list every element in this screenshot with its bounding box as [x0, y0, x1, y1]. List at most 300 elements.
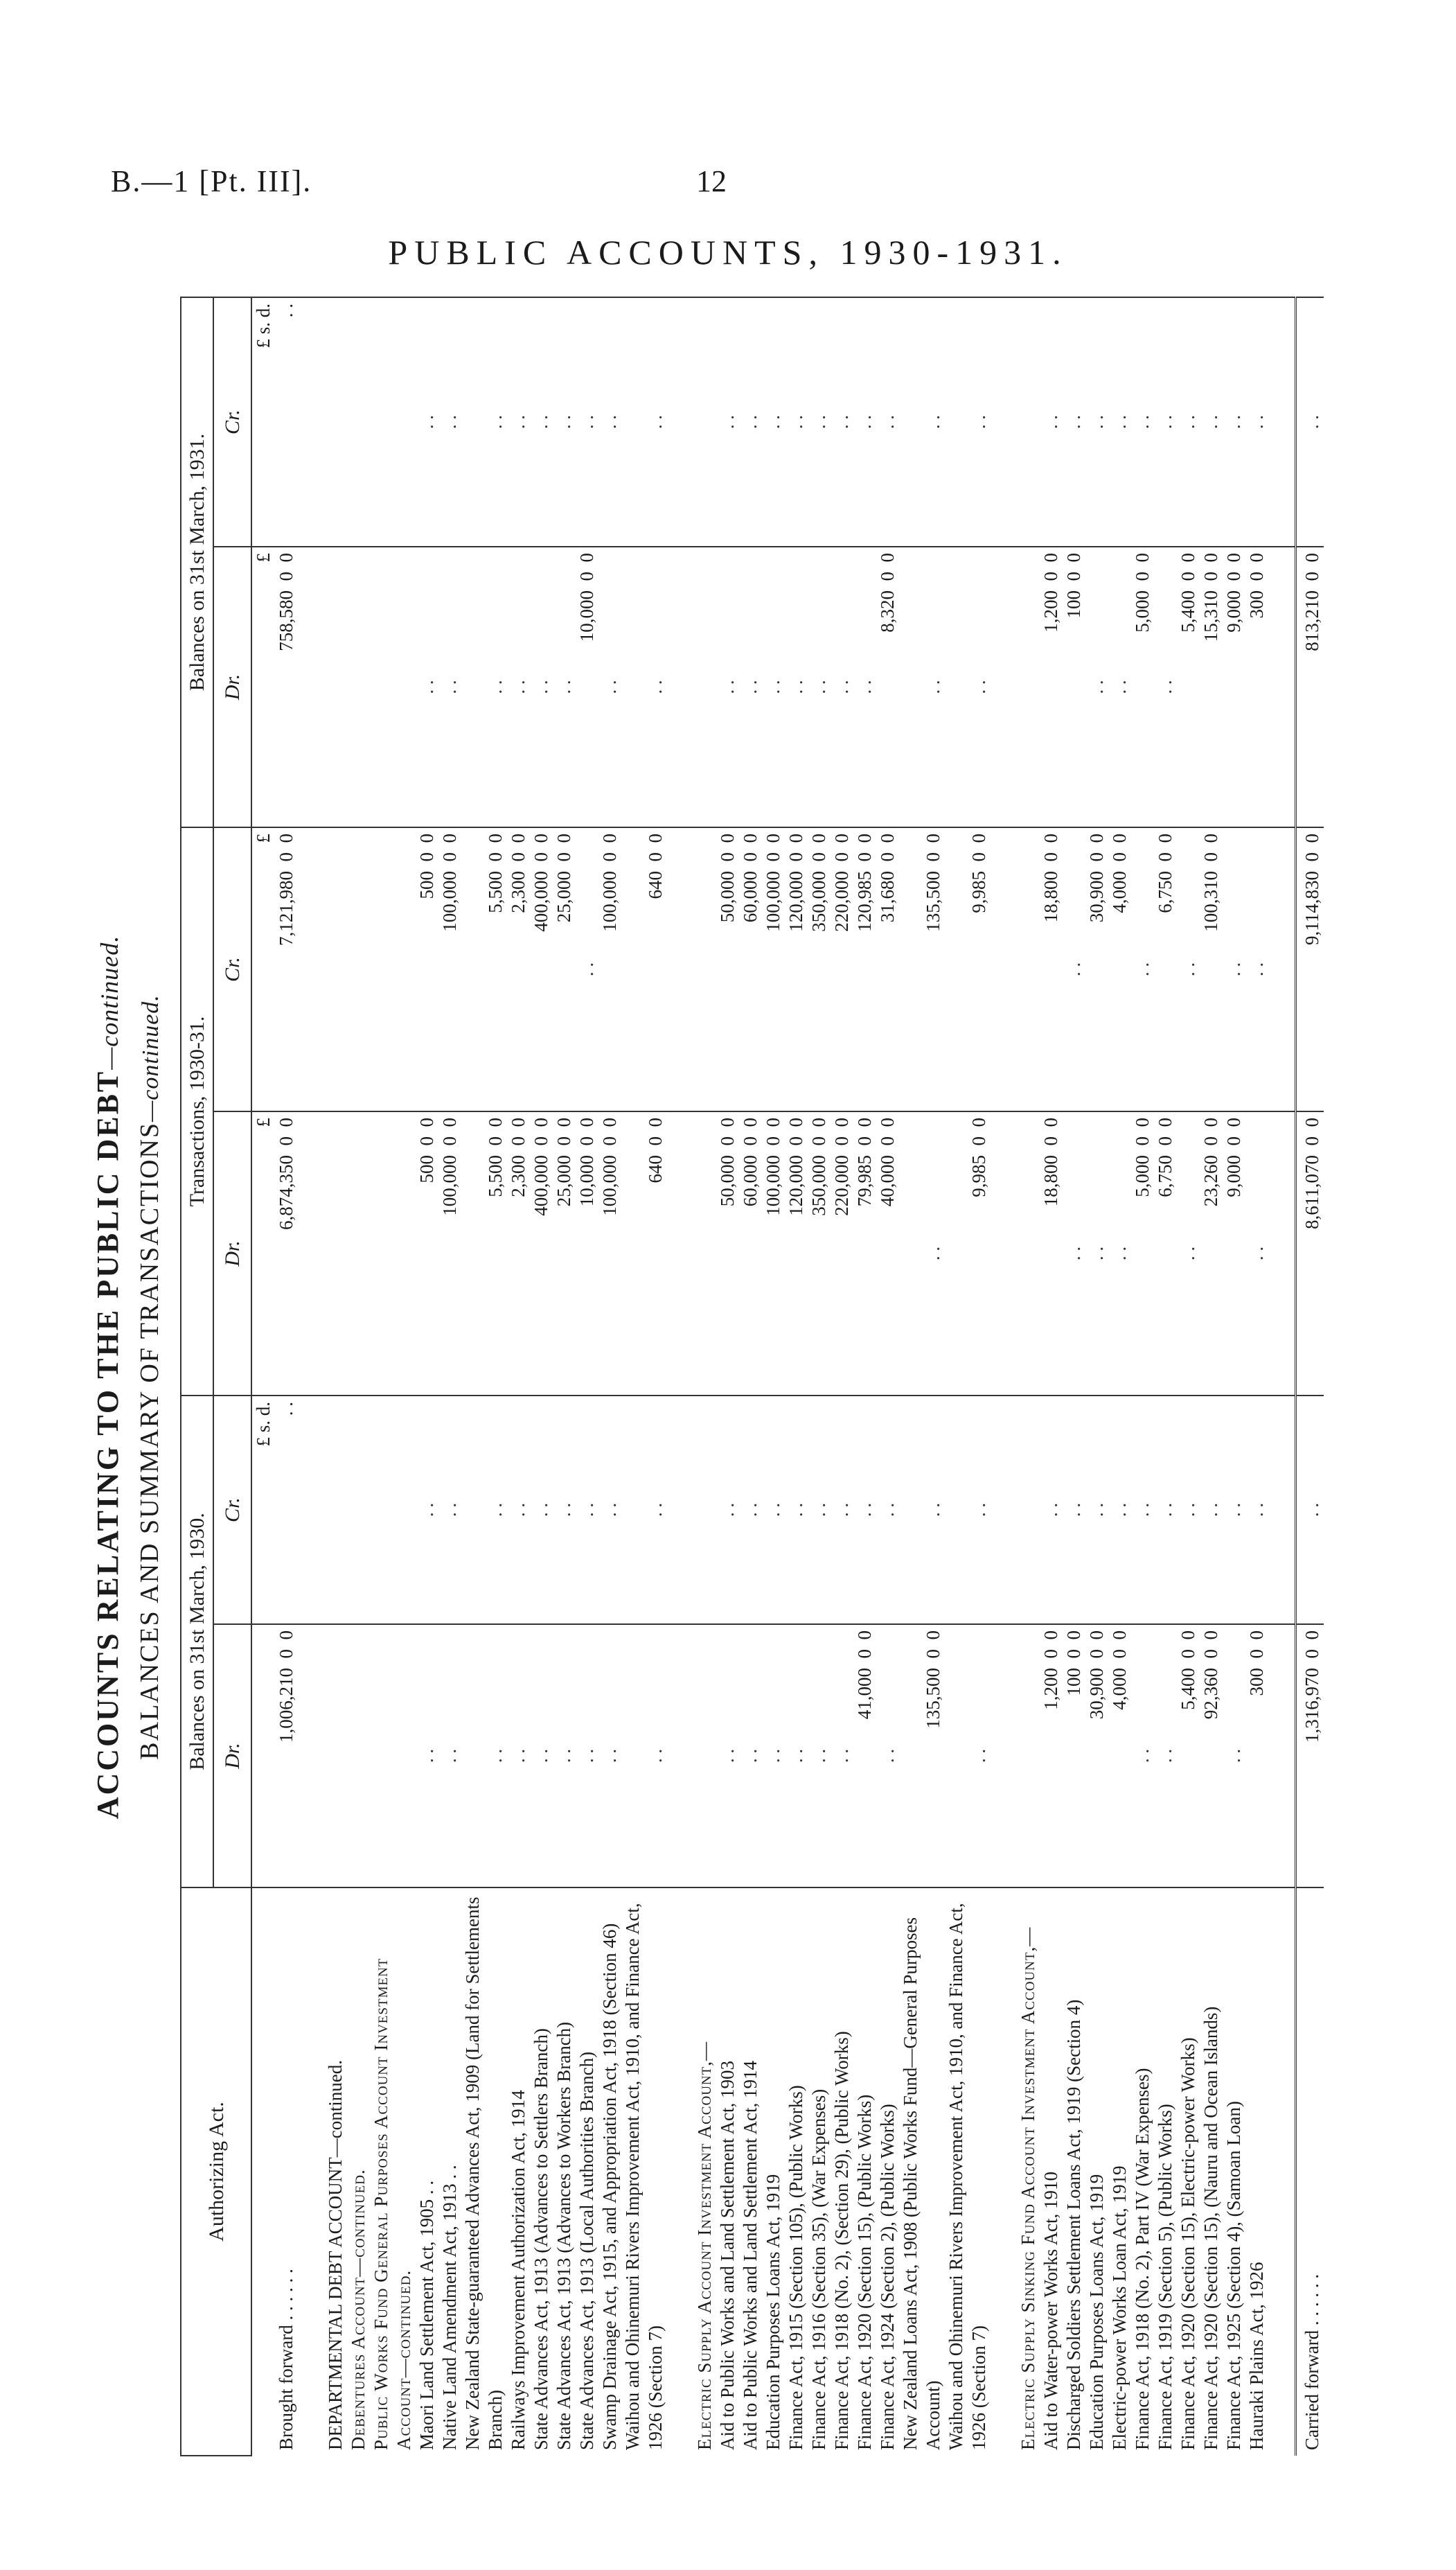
act-cell: Electric-power Works Loan Act, 1919 — [1108, 1887, 1131, 2456]
amount-cell-b30dr: . . — [530, 1624, 553, 1887]
amount-cell-b31cr: . . — [461, 297, 507, 547]
act-cell: Aid to Public Works and Land Settlement Act, 1903 — [716, 1887, 739, 2456]
amount-cell-b31cr: . . — [1245, 297, 1268, 547]
title-suffix: —continued. — [96, 935, 123, 1070]
amount-cell-tdr: 100,000 0 0 — [438, 1111, 461, 1396]
amount-cell-b31dr: £ 758,580 0 0 — [251, 547, 298, 827]
amount-cell-b30cr: . . — [1223, 1396, 1245, 1624]
amount-cell-b31cr — [298, 297, 324, 547]
amount-cell-b31dr — [298, 547, 324, 827]
amount-cell-b31dr: . . — [1108, 547, 1131, 827]
table-row — [1154, 297, 1177, 2456]
amount-cell-b31cr: . . — [1223, 297, 1245, 547]
act-cell: DEPARTMENTAL DEBT ACCOUNT—continued. — [324, 1887, 347, 2456]
table-row — [739, 297, 762, 2456]
amount-cell-tcr: 25,000 0 0 — [553, 827, 576, 1111]
amount-cell-b31dr: . . — [1085, 547, 1108, 827]
amount-cell-b30dr — [347, 1624, 370, 1887]
amount-cell-tcr: . . — [1245, 827, 1268, 1111]
amount-cell-b30cr: £ s. d. . . — [251, 1396, 298, 1624]
col-header-dr: Dr. — [213, 1111, 251, 1396]
amount-cell-tdr: 8,611,070 0 0 — [1296, 1111, 1324, 1396]
amount-cell-b31cr — [693, 297, 716, 547]
amount-cell-b31dr: . . — [716, 547, 739, 827]
table-title — [90, 298, 125, 2456]
table-row — [693, 297, 716, 2456]
amount-cell-tdr — [393, 1111, 416, 1396]
amount-cell-b31cr: . . — [553, 297, 576, 547]
col-header-act: Authorizing Act. — [181, 1887, 251, 2456]
amount-cell-b31dr: . . — [808, 547, 831, 827]
amount-cell-b31cr — [991, 297, 1017, 547]
col-header-trans: Transactions, 1930-31. — [181, 827, 213, 1396]
amount-cell-b31cr: . . — [853, 297, 876, 547]
amount-cell-b31cr: . . — [1154, 297, 1177, 547]
table-row — [853, 297, 876, 2456]
amount-cell-b31dr — [991, 547, 1017, 827]
table-row — [1085, 297, 1108, 2456]
table-row — [1268, 297, 1296, 2456]
amount-cell-b31dr — [370, 547, 393, 827]
act-cell — [991, 1887, 1017, 2456]
amount-cell-b31cr: . . — [785, 297, 808, 547]
amount-cell-b31dr: . . — [416, 547, 438, 827]
amount-cell-b30cr: . . — [1040, 1396, 1063, 1624]
amount-cell-b30cr: . . — [621, 1396, 667, 1624]
amount-cell-b30cr — [298, 1396, 324, 1624]
amount-cell-b31cr: . . — [1040, 297, 1063, 547]
amount-cell-b30cr: . . — [1200, 1396, 1223, 1624]
amount-cell-b30cr: . . — [876, 1396, 899, 1624]
amount-cell-tcr: 500 0 0 — [416, 827, 438, 1111]
amount-cell-tdr — [347, 1111, 370, 1396]
amount-cell-tcr: . . — [1223, 827, 1245, 1111]
amount-cell-tdr: 6,750 0 0 — [1154, 1111, 1177, 1396]
act-cell: Debentures Account—continued. — [347, 1887, 370, 2456]
amount-cell-b30cr: . . — [507, 1396, 530, 1624]
amount-cell-tdr: 18,800 0 0 — [1040, 1111, 1063, 1396]
amount-cell-b31cr — [1268, 297, 1296, 547]
table-row — [507, 297, 530, 2456]
amount-cell-tdr — [991, 1111, 1017, 1396]
table-row — [1040, 297, 1063, 2456]
act-cell: Carried forward . . . . . . — [1296, 1887, 1324, 2456]
amount-cell-b31cr — [667, 297, 693, 547]
col-header-cr: Cr. — [213, 1396, 251, 1624]
amount-cell-b31cr: . . — [598, 297, 621, 547]
act-cell: Brought forward . . . . . . — [251, 1887, 298, 2456]
amount-cell-b30dr: 1,006,210 0 0 — [251, 1624, 298, 1887]
act-cell: New Zealand State-guaranteed Advances Act, 1909 (Land for Settlements Branch) — [461, 1887, 507, 2456]
act-cell: Maori Land Settlement Act, 1905 . . — [416, 1887, 438, 2456]
table-row — [438, 297, 461, 2456]
table-row — [298, 297, 324, 2456]
table-row — [1223, 297, 1245, 2456]
amount-cell-tcr — [298, 827, 324, 1111]
amount-cell-tdr: 9,000 0 0 — [1223, 1111, 1245, 1396]
amount-cell-b30dr — [1017, 1624, 1040, 1887]
amount-cell-tcr: 100,310 0 0 — [1200, 827, 1223, 1111]
act-cell: Finance Act, 1920 (Section 15), Electric-power Works) — [1177, 1887, 1200, 2456]
amount-cell-tcr: 220,000 0 0 — [831, 827, 853, 1111]
amount-cell-b30dr — [667, 1624, 693, 1887]
amount-cell-b30cr: . . — [739, 1396, 762, 1624]
act-cell: Waihou and Ohinemuri Rivers Improvement Act, 1910, and Finance Act, 1926 (Section 7) — [945, 1887, 991, 2456]
amount-cell-tdr — [298, 1111, 324, 1396]
amount-cell-b31dr: 5,400 0 0 — [1177, 547, 1200, 827]
amount-cell-b31dr: 10,000 0 0 — [576, 547, 598, 827]
table-row — [1177, 297, 1200, 2456]
amount-cell-tcr: 100,000 0 0 — [438, 827, 461, 1111]
amount-cell-b30cr: . . — [831, 1396, 853, 1624]
act-cell: Account—continued. — [393, 1887, 416, 2456]
amount-cell-b30dr: . . — [785, 1624, 808, 1887]
table-row — [347, 297, 370, 2456]
amount-cell-b31cr: . . — [1131, 297, 1154, 547]
table-row — [831, 297, 853, 2456]
amount-cell-tcr: 100,000 0 0 — [762, 827, 785, 1111]
amount-cell-tdr: 500 0 0 — [416, 1111, 438, 1396]
amount-cell-b31cr: . . — [576, 297, 598, 547]
amount-cell-b31cr: . . — [530, 297, 553, 547]
table-row — [1200, 297, 1223, 2456]
amount-cell-b30dr: 135,500 0 0 — [899, 1624, 945, 1887]
amount-cell-b31cr: . . — [899, 297, 945, 547]
amount-cell-b31cr: . . — [1108, 297, 1131, 547]
amount-cell-b30cr: . . — [1296, 1396, 1324, 1624]
amount-cell-tcr: £ 7,121,980 0 0 — [251, 827, 298, 1111]
amount-cell-b30dr: . . — [576, 1624, 598, 1887]
amount-cell-tdr: 100,000 0 0 — [762, 1111, 785, 1396]
page-header — [0, 0, 1456, 291]
col-header-cr: Cr. — [213, 297, 251, 547]
amount-cell-tdr: 100,000 0 0 — [598, 1111, 621, 1396]
act-cell — [667, 1887, 693, 2456]
amount-cell-tcr — [324, 827, 347, 1111]
amount-cell-b30dr: . . — [598, 1624, 621, 1887]
amount-cell-b31dr — [347, 547, 370, 827]
col-header-bal1930: Balances on 31st March, 1930. — [181, 1396, 213, 1887]
amount-cell-b30dr: . . — [831, 1624, 853, 1887]
amount-cell-tdr: £ 6,874,350 0 0 — [251, 1111, 298, 1396]
amount-cell-b31cr: . . — [762, 297, 785, 547]
amount-cell-b31dr: 813,210 0 0 — [1296, 547, 1324, 827]
table-row — [461, 297, 507, 2456]
table-row — [621, 297, 667, 2456]
amount-cell-b31cr: . . — [876, 297, 899, 547]
amount-cell-b30dr: . . — [1131, 1624, 1154, 1887]
act-cell — [298, 1887, 324, 2456]
amount-cell-tdr: 640 0 0 — [621, 1111, 667, 1396]
amount-cell-tcr: 6,750 0 0 — [1154, 827, 1177, 1111]
amount-cell-b31cr — [347, 297, 370, 547]
table-row — [1245, 297, 1268, 2456]
amount-cell-tcr: . . — [1131, 827, 1154, 1111]
amount-cell-tcr — [693, 827, 716, 1111]
act-cell: New Zealand Loans Act, 1908 (Public Works Fund—General Purposes Account) — [899, 1887, 945, 2456]
amount-cell-b30cr: . . — [1245, 1396, 1268, 1624]
amount-cell-b30dr: 1,316,970 0 0 — [1296, 1624, 1324, 1887]
amount-cell-b30dr — [298, 1624, 324, 1887]
amount-cell-tdr: 2,300 0 0 — [507, 1111, 530, 1396]
amount-cell-b31cr: . . — [808, 297, 831, 547]
amount-cell-tdr: 9,985 0 0 — [945, 1111, 991, 1396]
col-header-cr: Cr. — [213, 827, 251, 1111]
amount-cell-b31dr: . . — [853, 547, 876, 827]
amount-cell-b30cr — [693, 1396, 716, 1624]
act-cell: Finance Act, 1919 (Section 5), (Public Works) — [1154, 1887, 1177, 2456]
amount-cell-b31dr: 100 0 0 — [1063, 547, 1085, 827]
act-cell: State Advances Act, 1913 (Local Authorities Branch) — [576, 1887, 598, 2456]
amount-cell-tdr — [667, 1111, 693, 1396]
amount-cell-tcr: 9,114,830 0 0 — [1296, 827, 1324, 1111]
col-header-dr: Dr. — [213, 1624, 251, 1887]
subtitle-main: BALANCES AND SUMMARY OF TRANSACTIONS — [135, 1122, 164, 1760]
amount-cell-b31dr — [324, 547, 347, 827]
amount-cell-b31dr: . . — [831, 547, 853, 827]
act-cell: Railways Improvement Authorization Act, 1914 — [507, 1887, 530, 2456]
amount-cell-b30cr: . . — [1085, 1396, 1108, 1624]
amount-cell-tcr: . . — [1177, 827, 1200, 1111]
table-row — [416, 297, 438, 2456]
amount-cell-b30dr: 100 0 0 — [1063, 1624, 1085, 1887]
amount-cell-b31dr: . . — [621, 547, 667, 827]
table-row — [370, 297, 393, 2456]
amount-cell-b30dr: 4,000 0 0 — [1108, 1624, 1131, 1887]
amount-cell-tcr: 135,500 0 0 — [899, 827, 945, 1111]
act-cell: State Advances Act, 1913 (Advances to Workers Branch) — [553, 1887, 576, 2456]
ledger-body — [251, 297, 1324, 2456]
act-cell: Hauraki Plains Act, 1926 — [1245, 1887, 1268, 2456]
amount-cell-b30cr — [370, 1396, 393, 1624]
amount-cell-b30cr: . . — [1154, 1396, 1177, 1624]
table-row — [991, 297, 1017, 2456]
amount-cell-b31dr — [667, 547, 693, 827]
act-cell: State Advances Act, 1913 (Advances to Settlers Branch) — [530, 1887, 553, 2456]
table-row — [576, 297, 598, 2456]
amount-cell-b30dr — [393, 1624, 416, 1887]
amount-cell-b30cr: . . — [530, 1396, 553, 1624]
act-cell: Education Purposes Loans Act, 1919 — [762, 1887, 785, 2456]
amount-cell-b30dr: . . — [739, 1624, 762, 1887]
amount-cell-b30cr — [393, 1396, 416, 1624]
act-cell: Aid to Water-power Works Act, 1910 — [1040, 1887, 1063, 2456]
amount-cell-tdr — [1017, 1111, 1040, 1396]
act-cell: Native Land Amendment Act, 1913 . . — [438, 1887, 461, 2456]
amount-cell-tcr — [347, 827, 370, 1111]
amount-cell-b31dr: . . — [945, 547, 991, 827]
act-cell: Swamp Drainage Act, 1915, and Appropriation Act, 1918 (Section 46) — [598, 1887, 621, 2456]
table-row — [876, 297, 899, 2456]
amount-cell-tcr — [667, 827, 693, 1111]
amount-cell-b30dr: . . — [461, 1624, 507, 1887]
amount-cell-tcr — [393, 827, 416, 1111]
amount-cell-b31cr: . . — [739, 297, 762, 547]
amount-cell-b30cr: . . — [576, 1396, 598, 1624]
amount-cell-tcr: 50,000 0 0 — [716, 827, 739, 1111]
amount-cell-b30dr: . . — [507, 1624, 530, 1887]
amount-cell-b30dr — [1268, 1624, 1296, 1887]
amount-cell-tdr: 120,000 0 0 — [785, 1111, 808, 1396]
amount-cell-tcr: 18,800 0 0 — [1040, 827, 1063, 1111]
act-cell: Public Works Fund General Purposes Account Investment — [370, 1887, 393, 2456]
amount-cell-b31dr: 9,000 0 0 — [1223, 547, 1245, 827]
page-number: 12 — [696, 164, 727, 198]
amount-cell-tdr: 79,985 0 0 — [853, 1111, 876, 1396]
amount-cell-tcr: 4,000 0 0 — [1108, 827, 1131, 1111]
amount-cell-tdr: 25,000 0 0 — [553, 1111, 576, 1396]
col-header-dr: Dr. — [213, 547, 251, 827]
rotated-ledger — [90, 298, 1403, 2456]
amount-cell-tdr: 10,000 0 0 — [576, 1111, 598, 1396]
table-row — [762, 297, 785, 2456]
table-row — [553, 297, 576, 2456]
amount-cell-b30dr: 1,200 0 0 — [1040, 1624, 1063, 1887]
amount-cell-b30cr — [1268, 1396, 1296, 1624]
table-row — [808, 297, 831, 2456]
amount-cell-b30dr — [370, 1624, 393, 1887]
amount-cell-tcr: 400,000 0 0 — [530, 827, 553, 1111]
amount-cell-b30cr: . . — [461, 1396, 507, 1624]
act-cell: Finance Act, 1918 (No. 2), (Section 29), (Public Works) — [831, 1887, 853, 2456]
amount-cell-tcr: 2,300 0 0 — [507, 827, 530, 1111]
table-row — [1131, 297, 1154, 2456]
amount-cell-b30dr: . . — [876, 1624, 899, 1887]
amount-cell-b31dr: . . — [899, 547, 945, 827]
amount-cell-b30cr — [991, 1396, 1017, 1624]
amount-cell-tdr: 50,000 0 0 — [716, 1111, 739, 1396]
amount-cell-tcr — [1017, 827, 1040, 1111]
amount-cell-b31cr — [1017, 297, 1040, 547]
amount-cell-tdr: 60,000 0 0 — [739, 1111, 762, 1396]
amount-cell-b30dr — [693, 1624, 716, 1887]
amount-cell-b30dr — [324, 1624, 347, 1887]
act-cell: Finance Act, 1915 (Section 105), (Public Works) — [785, 1887, 808, 2456]
amount-cell-b30dr: . . — [438, 1624, 461, 1887]
amount-cell-b30cr — [324, 1396, 347, 1624]
amount-cell-b30cr: . . — [1131, 1396, 1154, 1624]
amount-cell-tdr: . . — [1063, 1111, 1085, 1396]
amount-cell-tdr: 5,500 0 0 — [461, 1111, 507, 1396]
amount-cell-tcr: 350,000 0 0 — [808, 827, 831, 1111]
amount-cell-b31dr — [1268, 547, 1296, 827]
amount-cell-b30cr: . . — [808, 1396, 831, 1624]
amount-cell-tdr: . . — [1177, 1111, 1200, 1396]
amount-cell-b31dr — [1017, 547, 1040, 827]
amount-cell-b31cr: . . — [1200, 297, 1223, 547]
amount-cell-b31dr: 8,320 0 0 — [876, 547, 899, 827]
amount-cell-tcr: 640 0 0 — [621, 827, 667, 1111]
amount-cell-b31dr: . . — [553, 547, 576, 827]
amount-cell-b30dr: . . — [1154, 1624, 1177, 1887]
ledger-table — [180, 297, 1324, 2456]
amount-cell-tcr: 5,500 0 0 — [461, 827, 507, 1111]
amount-cell-b31dr: . . — [507, 547, 530, 827]
amount-cell-b30dr: . . — [416, 1624, 438, 1887]
act-cell: Electric Supply Sinking Fund Account Investment Account,— — [1017, 1887, 1040, 2456]
act-cell: Education Purposes Loans Act, 1919 — [1085, 1887, 1108, 2456]
amount-cell-b30cr: . . — [716, 1396, 739, 1624]
table-row — [393, 297, 416, 2456]
amount-cell-b30dr: 92,360 0 0 — [1200, 1624, 1223, 1887]
amount-cell-b30cr — [347, 1396, 370, 1624]
amount-cell-b30dr: 300 0 0 — [1245, 1624, 1268, 1887]
table-row — [598, 297, 621, 2456]
amount-cell-b31dr: 15,310 0 0 — [1200, 547, 1223, 827]
amount-cell-b31cr: . . — [507, 297, 530, 547]
amount-cell-tcr: 31,680 0 0 — [876, 827, 899, 1111]
amount-cell-b31cr — [370, 297, 393, 547]
amount-cell-b31dr — [693, 547, 716, 827]
amount-cell-b31cr: . . — [831, 297, 853, 547]
amount-cell-tcr — [991, 827, 1017, 1111]
amount-cell-b31cr — [324, 297, 347, 547]
act-cell: Finance Act, 1920 (Section 15), (Nauru and Ocean Islands) — [1200, 1887, 1223, 2456]
act-cell: Electric Supply Account Investment Account,— — [693, 1887, 716, 2456]
amount-cell-b31dr: . . — [1154, 547, 1177, 827]
amount-cell-tdr: 5,000 0 0 — [1131, 1111, 1154, 1396]
amount-cell-b31cr: . . — [1296, 297, 1324, 547]
amount-cell-b30cr: . . — [553, 1396, 576, 1624]
amount-cell-b31dr: 5,000 0 0 — [1131, 547, 1154, 827]
act-cell: Finance Act, 1916 (Section 35), (War Expenses) — [808, 1887, 831, 2456]
amount-cell-b31cr: . . — [1177, 297, 1200, 547]
table-row — [785, 297, 808, 2456]
amount-cell-b31dr: 300 0 0 — [1245, 547, 1268, 827]
amount-cell-b30dr: 41,000 0 0 — [853, 1624, 876, 1887]
amount-cell-b31cr: . . — [1085, 297, 1108, 547]
amount-cell-b30dr — [991, 1624, 1017, 1887]
amount-cell-b30dr: . . — [553, 1624, 576, 1887]
amount-cell-tcr: 120,985 0 0 — [853, 827, 876, 1111]
amount-cell-tdr — [370, 1111, 393, 1396]
act-cell: Finance Act, 1925 (Section 4), (Samoan Loan) — [1223, 1887, 1245, 2456]
amount-cell-tcr: . . — [1063, 827, 1085, 1111]
amount-cell-tcr: 30,900 0 0 — [1085, 827, 1108, 1111]
amount-cell-b30dr: . . — [1223, 1624, 1245, 1887]
amount-cell-tdr: . . — [1245, 1111, 1268, 1396]
amount-cell-tdr: 350,000 0 0 — [808, 1111, 831, 1396]
table-row — [667, 297, 693, 2456]
act-cell — [1268, 1887, 1296, 2456]
amount-cell-b30dr: . . — [716, 1624, 739, 1887]
amount-cell-b31dr: . . — [438, 547, 461, 827]
amount-cell-tdr: . . — [1108, 1111, 1131, 1396]
amount-cell-tcr: 100,000 0 0 — [598, 827, 621, 1111]
amount-cell-b31dr — [393, 547, 416, 827]
table-subtitle — [134, 298, 165, 2456]
amount-cell-tcr: 9,985 0 0 — [945, 827, 991, 1111]
amount-cell-b30dr: . . — [762, 1624, 785, 1887]
amount-cell-b30dr: . . — [808, 1624, 831, 1887]
amount-cell-b31dr: . . — [461, 547, 507, 827]
table-row — [945, 297, 991, 2456]
table-row — [1108, 297, 1131, 2456]
amount-cell-tcr: . . — [576, 827, 598, 1111]
amount-cell-b31cr: . . — [945, 297, 991, 547]
amount-cell-b30dr: . . — [945, 1624, 991, 1887]
amount-cell-b31cr: £ s. d. . . — [251, 297, 298, 547]
amount-cell-tcr — [1268, 827, 1296, 1111]
amount-cell-b30cr: . . — [598, 1396, 621, 1624]
amount-cell-b30cr: . . — [1063, 1396, 1085, 1624]
amount-cell-b30cr: . . — [438, 1396, 461, 1624]
amount-cell-tdr: . . — [1085, 1111, 1108, 1396]
amount-cell-tdr — [1268, 1111, 1296, 1396]
total-row — [1296, 297, 1324, 2456]
amount-cell-tdr: 220,000 0 0 — [831, 1111, 853, 1396]
table-row — [1063, 297, 1085, 2456]
